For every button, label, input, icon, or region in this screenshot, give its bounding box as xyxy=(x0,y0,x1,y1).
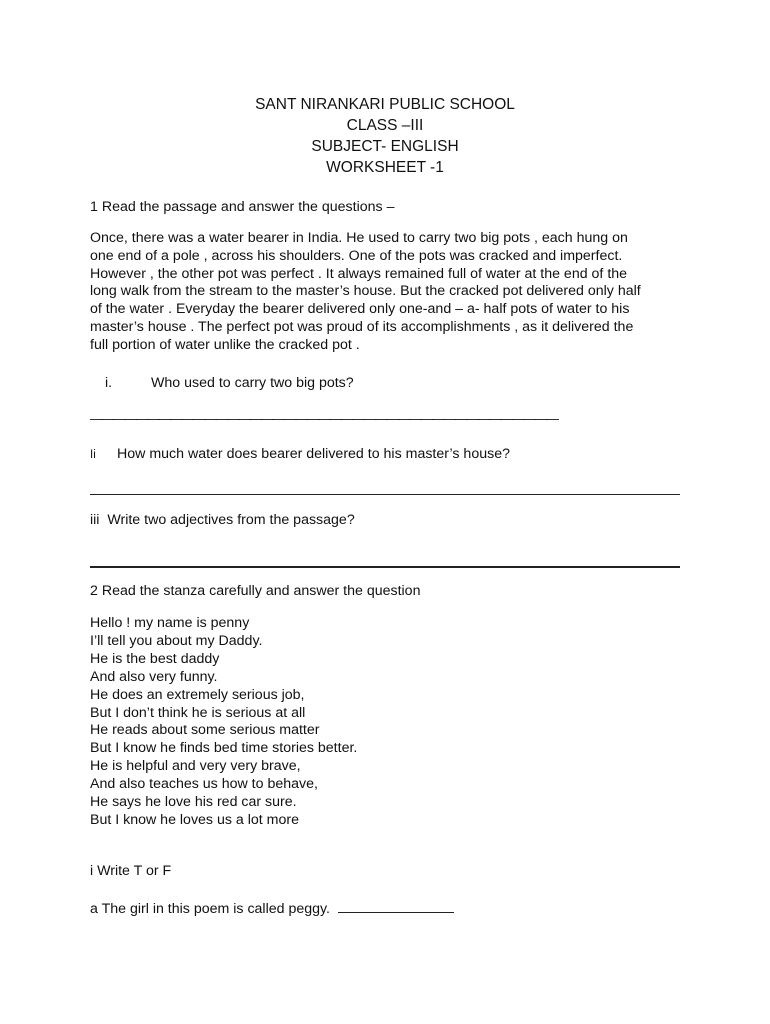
question-number: Ii xyxy=(90,449,96,461)
stanza-line: And also very funny. xyxy=(90,668,218,685)
reading-passage xyxy=(90,230,690,355)
stanza-line: But I know he loves us a lot more xyxy=(90,811,299,828)
question-number: iii xyxy=(90,512,100,528)
class-label: CLASS –III xyxy=(346,117,424,134)
stanza-line: He is helpful and very very brave, xyxy=(90,758,301,775)
stanza-line: He says he love his red car sure. xyxy=(90,794,297,811)
passage-line: of the water . Everyday the bearer delivered only one-and – a- half pots of water to his xyxy=(90,301,630,318)
stanza-line: He is the best daddy xyxy=(90,650,220,667)
stanza-line: I’ll tell you about my Daddy. xyxy=(90,632,263,649)
stanza-line: But I know he finds bed time stories better. xyxy=(90,740,358,757)
worksheet-header xyxy=(0,94,770,178)
question-text: Who used to carry two big pots? xyxy=(151,375,354,391)
answer-line[interactable]: ————————————————————————————————————————— xyxy=(90,411,558,426)
question-text: How much water does bearer delivered to his master’s house? xyxy=(117,446,510,462)
answer-line[interactable] xyxy=(90,494,680,495)
tf-item-a xyxy=(90,898,454,917)
answer-line[interactable] xyxy=(90,566,680,568)
passage-line: one end of a pole , across his shoulders. One of the pots was cracked and imperfect. xyxy=(90,247,623,264)
worksheet-title: WORKSHEET -1 xyxy=(326,159,444,176)
poem-stanza xyxy=(90,615,357,830)
passage-line: Once, there was a water bearer in India. He used to carry two big pots , each hung on xyxy=(90,230,628,246)
stanza-line: He does an extremely serious job, xyxy=(90,686,305,703)
subject-label: SUBJECT- ENGLISH xyxy=(311,138,459,155)
section2-instruction: 2 Read the stanza carefully and answer the question xyxy=(90,583,421,599)
passage-line: However , the other pot was perfect . It always remained full of water at the end of the xyxy=(90,265,628,282)
stanza-line: Hello ! my name is penny xyxy=(90,615,250,631)
question-text: Write two adjectives from the passage? xyxy=(107,512,355,528)
question-2 xyxy=(90,446,510,462)
question-1 xyxy=(105,375,354,391)
passage-line: master’s house . The perfect pot was proud of its accomplishments , as it delivered the xyxy=(90,318,634,335)
question-3 xyxy=(90,512,355,528)
section1-instruction: 1 Read the passage and answer the questions – xyxy=(90,199,395,215)
question-number: i. xyxy=(105,375,113,391)
passage-line: full portion of water unlike the cracked pot . xyxy=(90,336,360,353)
tf-item-text: a The girl in this poem is called peggy. xyxy=(90,901,331,917)
tf-answer-blank[interactable] xyxy=(338,898,454,913)
tf-instruction: i Write T or F xyxy=(90,863,172,879)
passage-line: long walk from the stream to the master’s house. But the cracked pot delivered only half xyxy=(90,283,641,300)
stanza-line: And also teaches us how to behave, xyxy=(90,776,318,793)
stanza-line: But I don’t think he is serious at all xyxy=(90,704,306,721)
school-name: SANT NIRANKARI PUBLIC SCHOOL xyxy=(255,96,515,113)
stanza-line: He reads about some serious matter xyxy=(90,722,320,739)
